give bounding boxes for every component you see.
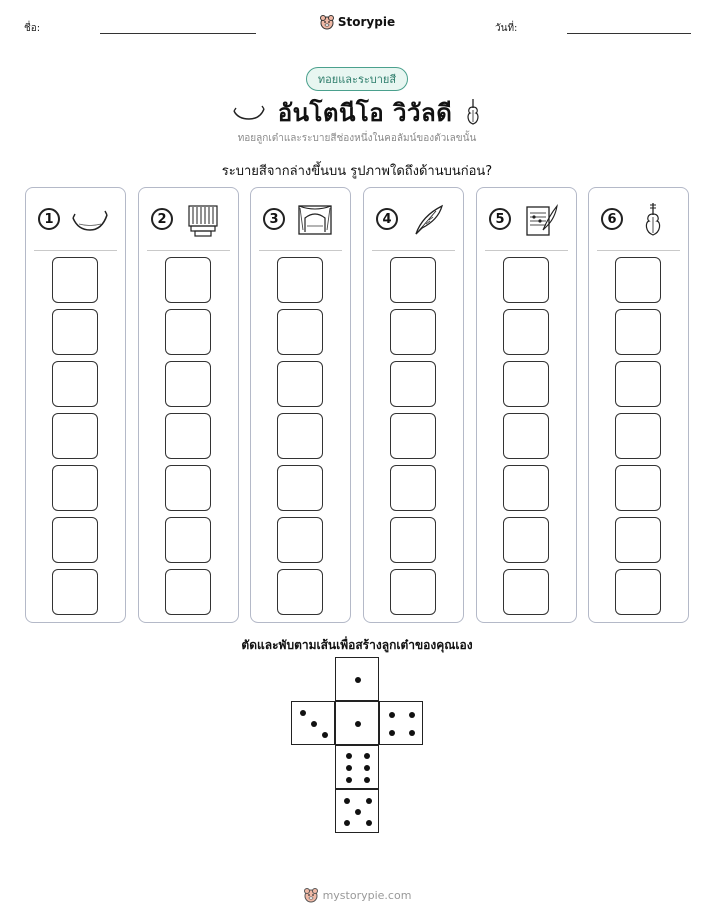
color-box[interactable]	[165, 569, 211, 615]
color-box[interactable]	[503, 257, 549, 303]
sheet-music-icon	[521, 202, 561, 238]
date-line[interactable]	[567, 33, 691, 34]
die-pip	[409, 712, 415, 718]
color-box[interactable]	[52, 517, 98, 563]
die-pip	[355, 677, 361, 683]
die-face-5	[335, 789, 379, 833]
pipe-organ-icon	[183, 202, 223, 238]
color-box[interactable]	[277, 361, 323, 407]
die-pip	[364, 753, 370, 759]
color-box[interactable]	[277, 257, 323, 303]
column-number: 3	[263, 208, 285, 230]
die-pip	[346, 753, 352, 759]
color-box[interactable]	[503, 361, 549, 407]
die-pip	[346, 777, 352, 783]
color-box[interactable]	[390, 257, 436, 303]
column-divider	[147, 250, 230, 251]
violin-icon	[464, 98, 482, 128]
color-box[interactable]	[165, 517, 211, 563]
die-pip	[355, 809, 361, 815]
color-box[interactable]	[615, 361, 661, 407]
color-box[interactable]	[165, 465, 211, 511]
column-6	[588, 187, 689, 623]
die-face-4	[379, 701, 423, 745]
name-label: ชื่อ:	[24, 23, 41, 34]
die-pip	[311, 721, 317, 727]
die-pip	[366, 798, 372, 804]
column-divider	[372, 250, 455, 251]
column-divider	[597, 250, 680, 251]
column-1	[25, 187, 126, 623]
die-pip	[409, 730, 415, 736]
gondola-icon	[70, 202, 110, 238]
question: ระบายสีจากล่างขึ้นบน รูปภาพใดถึงด้านบนก่อน?	[221, 164, 493, 179]
footer-site[interactable]: mystorypie.com	[322, 888, 412, 902]
violin-icon	[633, 202, 673, 238]
die-pip	[389, 730, 395, 736]
color-box[interactable]	[390, 413, 436, 459]
color-box[interactable]	[503, 309, 549, 355]
column-4	[363, 187, 464, 623]
die-pip	[389, 712, 395, 718]
activity-pill: ทอยและระบายสี	[306, 67, 408, 91]
column-3	[250, 187, 351, 623]
title-row	[0, 93, 714, 132]
instructions: ทอยลูกเต๋าและระบายสีช่องหนึ่งในคอลัมน์ของตัวเลขนั้น	[237, 133, 477, 144]
color-box[interactable]	[615, 569, 661, 615]
color-box[interactable]	[52, 309, 98, 355]
storypie-logo-icon	[303, 887, 319, 903]
column-divider	[259, 250, 342, 251]
theater-icon	[295, 202, 335, 238]
die-pip	[366, 820, 372, 826]
color-box[interactable]	[503, 413, 549, 459]
color-box[interactable]	[277, 413, 323, 459]
die-pip	[344, 798, 350, 804]
color-box[interactable]	[615, 257, 661, 303]
color-box[interactable]	[165, 257, 211, 303]
column-number: 4	[376, 208, 398, 230]
gondola-icon	[232, 103, 266, 123]
color-box[interactable]	[277, 517, 323, 563]
column-number: 6	[601, 208, 623, 230]
color-box[interactable]	[615, 465, 661, 511]
color-box[interactable]	[277, 569, 323, 615]
storypie-logo-icon	[319, 14, 335, 30]
die-pip	[344, 820, 350, 826]
color-box[interactable]	[615, 517, 661, 563]
color-box[interactable]	[390, 309, 436, 355]
die-face-3	[291, 701, 335, 745]
column-divider	[485, 250, 568, 251]
column-number: 2	[151, 208, 173, 230]
color-box[interactable]	[390, 569, 436, 615]
color-box[interactable]	[52, 569, 98, 615]
color-box[interactable]	[277, 309, 323, 355]
die-pip	[322, 732, 328, 738]
color-box[interactable]	[390, 361, 436, 407]
die-pip	[364, 777, 370, 783]
color-box[interactable]	[390, 517, 436, 563]
color-box[interactable]	[165, 413, 211, 459]
column-number: 1	[38, 208, 60, 230]
column-divider	[34, 250, 117, 251]
color-box[interactable]	[615, 309, 661, 355]
color-box[interactable]	[615, 413, 661, 459]
color-box[interactable]	[165, 361, 211, 407]
footer	[0, 887, 714, 906]
color-box[interactable]	[52, 413, 98, 459]
brand	[0, 14, 714, 34]
brand-name: Storypie	[337, 15, 396, 29]
die-pip	[300, 710, 306, 716]
color-box[interactable]	[503, 569, 549, 615]
die-pip	[364, 765, 370, 771]
die-face-1	[335, 657, 379, 701]
quill-icon	[408, 202, 448, 238]
date-label: วันที่:	[495, 23, 518, 34]
color-box[interactable]	[503, 465, 549, 511]
die-pip	[355, 721, 361, 727]
color-box[interactable]	[277, 465, 323, 511]
column-5	[476, 187, 577, 623]
die-face-1	[335, 701, 379, 745]
dice-instructions: ตัดและพับตามเส้นเพื่อสร้างลูกเต๋าของคุณเอง	[241, 638, 473, 652]
column-number: 5	[489, 208, 511, 230]
color-box[interactable]	[52, 257, 98, 303]
column-2	[138, 187, 239, 623]
color-box[interactable]	[52, 361, 98, 407]
color-box[interactable]	[390, 465, 436, 511]
color-box[interactable]	[52, 465, 98, 511]
die-face-6	[335, 745, 379, 789]
color-box[interactable]	[503, 517, 549, 563]
page-title: อันโตนีโอ วิวัลดี	[277, 98, 453, 127]
color-box[interactable]	[165, 309, 211, 355]
die-pip	[346, 765, 352, 771]
